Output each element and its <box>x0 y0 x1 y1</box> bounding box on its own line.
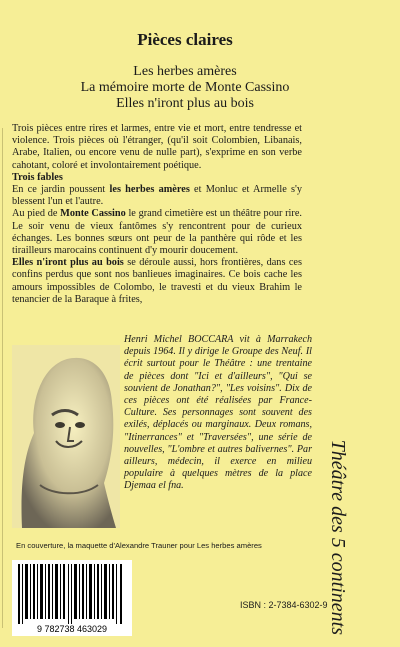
fable-text: le grand cimetière est un théâtre pour rire. Le soir venu de vieux fantômes s'y rencontrent pour de curieux échanges. Les bonnes sœurs ont peur de la panthère qui rôde et les tirailleurs marocains continuent d'y mourir doucement. <box>12 208 302 257</box>
fable-title: Elles n'iront plus au bois <box>12 257 124 269</box>
fable-paragraph-1 <box>12 184 302 208</box>
play-title: Les herbes amères <box>133 64 237 79</box>
play-title: La mémoire morte de Monte Cassino <box>80 80 290 95</box>
fable-paragraph-3 <box>12 257 302 306</box>
book-title: Pièces claires <box>137 30 233 49</box>
isbn: ISBN : 2-7384-6302-9 <box>240 600 328 610</box>
play-list <box>0 64 370 112</box>
fable-paragraph-2 <box>12 208 302 257</box>
portrait-photo-icon <box>12 345 120 528</box>
cover-caption: En couverture, la maquette d'Alexandre Trauner pour Les herbes amères <box>16 541 262 550</box>
barcode-number: 9 782738 463029 <box>36 624 108 634</box>
author-portrait <box>12 345 120 528</box>
barcode <box>12 560 132 636</box>
fable-text: En ce jardin poussent <box>12 184 110 196</box>
edge-line <box>2 128 3 628</box>
author-bio: Henri Michel BOCCARA vit à Marrakech depuis 1964. Il y dirige le Groupe des Neuf. Il écrit surtout pour le Théâtre : une trentaine de pièces dont "Ici et d'ailleurs", "Qui se souvient de Jonathan?", "Les voisins". Dix de ces pièces ont été réalisées par France-Culture. Ses personnages sont souvent des exilés, déplacés ou marginaux. Deux romans, "Itinerrances" et "Traversées", une série de nouvelles, "L'ombre et autres balivernes". Par ailleurs, médecin, il exerce en milieu populaire à quelques mètres de la place Djemaa el fna. <box>124 334 312 492</box>
fable-text: et Monluc et Armelle s'y blessent l'un et l'autre. <box>12 184 302 208</box>
intro-paragraph: Trois pièces entre rires et larmes, entre vie et mort, entre tendresse et violence. Trois pièces où l'étranger, (qu'il soit Colombien, Libanais, Arabe, Italien, ou encore venu de nulle part), s'exprime en son verbe cahotant, coloré et involontairement poétique. <box>12 123 302 171</box>
play-title: Elles n'iront plus au bois <box>116 96 254 111</box>
fable-title: Monte Cassino <box>60 208 126 220</box>
blurb <box>12 123 302 306</box>
section-heading: Trois fables <box>12 171 63 183</box>
series-name: Théâtre des 5 continents <box>327 439 349 635</box>
fable-text: Au pied de <box>12 208 61 220</box>
fable-text: se déroule aussi, hors frontières, dans ces confins perdus que sont nos banlieues imaginaires. Ce bois cache les amours impossibles de Colombo, le travesti et du vieux Brahim le tenancier de la Baraque à frites, <box>12 257 302 305</box>
fable-title: les herbes amères <box>109 184 190 196</box>
barcode-icon <box>12 560 132 636</box>
series-name-vertical <box>318 345 358 635</box>
